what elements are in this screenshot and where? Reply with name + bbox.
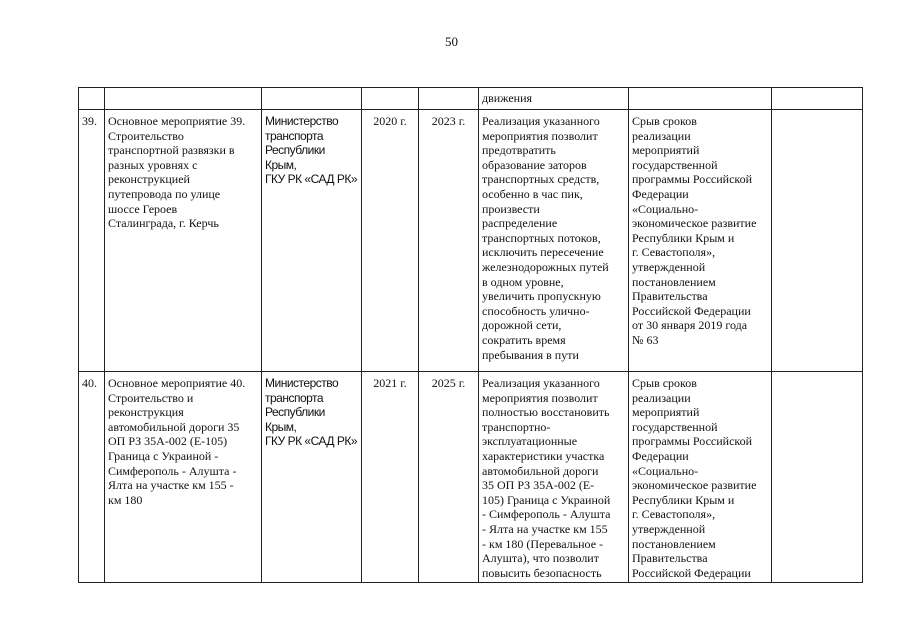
executor-cell xyxy=(262,88,362,110)
start-year-cell: 2021 г. xyxy=(362,372,419,583)
extra-cell xyxy=(772,372,863,583)
start-year-cell: 2020 г. xyxy=(362,110,419,372)
table-row xyxy=(79,88,863,110)
extra-cell xyxy=(772,88,863,110)
table-row xyxy=(79,372,863,583)
end-year-cell: 2023 г. xyxy=(419,110,479,372)
measures-table xyxy=(78,87,863,583)
row-number-cell: 39. xyxy=(79,110,105,372)
page-number: 50 xyxy=(445,34,458,49)
expected-result-cell: Реализация указанного мероприятия позволит полностью восстановить транспортно- эксплуатационные характеристики участка автомобильной дороги 35 ОП РЗ 35А-002 (Е- 105) Граница с Украиной - Симферополь - Алушта - Ялта на участке км 155 - км 180 (Перевальное - Алушта), что позволит повысить безопасность xyxy=(479,372,629,583)
risk-cell: Срыв сроков реализации мероприятий государственной программы Российской Федерации «Социально- экономическое развитие Республики Крым и г. Севастополя», утвержденной постановлением Правительства Российской Федерации xyxy=(629,372,772,583)
table-row xyxy=(79,110,863,372)
row-number-cell xyxy=(79,88,105,110)
expected-result-cell: движения xyxy=(479,88,629,110)
measure-name-cell: Основное мероприятие 40. Строительство и реконструкция автомобильной дороги 35 ОП РЗ 35А-002 (Е-105) Граница с Украиной - Симферополь - Алушта - Ялта на участке км 155 - км 180 xyxy=(105,372,262,583)
expected-result-cell: Реализация указанного мероприятия позволит предотвратить образование заторов транспортных средств, особенно в час пик, произвести распределение транспортных потоков, исключить пересечение железнодорожных путей в одном уровне, увеличить пропускную способность улично- дорожной сети, сократить время пребывания в пути xyxy=(479,110,629,372)
measure-name-cell xyxy=(105,88,262,110)
end-year-cell xyxy=(419,88,479,110)
extra-cell xyxy=(772,110,863,372)
measure-name-cell: Основное мероприятие 39. Строительство транспортной развязки в разных уровнях с реконструкцией путепровода по улице шоссе Героев Сталинграда, г. Керчь xyxy=(105,110,262,372)
executor-cell: Министерство транспорта Республики Крым, ГКУ РК «САД РК» xyxy=(262,372,362,583)
end-year-cell: 2025 г. xyxy=(419,372,479,583)
start-year-cell xyxy=(362,88,419,110)
risk-cell xyxy=(629,88,772,110)
row-number-cell: 40. xyxy=(79,372,105,583)
risk-cell: Срыв сроков реализации мероприятий государственной программы Российской Федерации «Социально- экономическое развитие Республики Крым и г. Севастополя», утвержденной постановлением Правительства Российской Федерации от 30 января 2019 года № 63 xyxy=(629,110,772,372)
executor-cell: Министерство транспорта Республики Крым, ГКУ РК «САД РК» xyxy=(262,110,362,372)
